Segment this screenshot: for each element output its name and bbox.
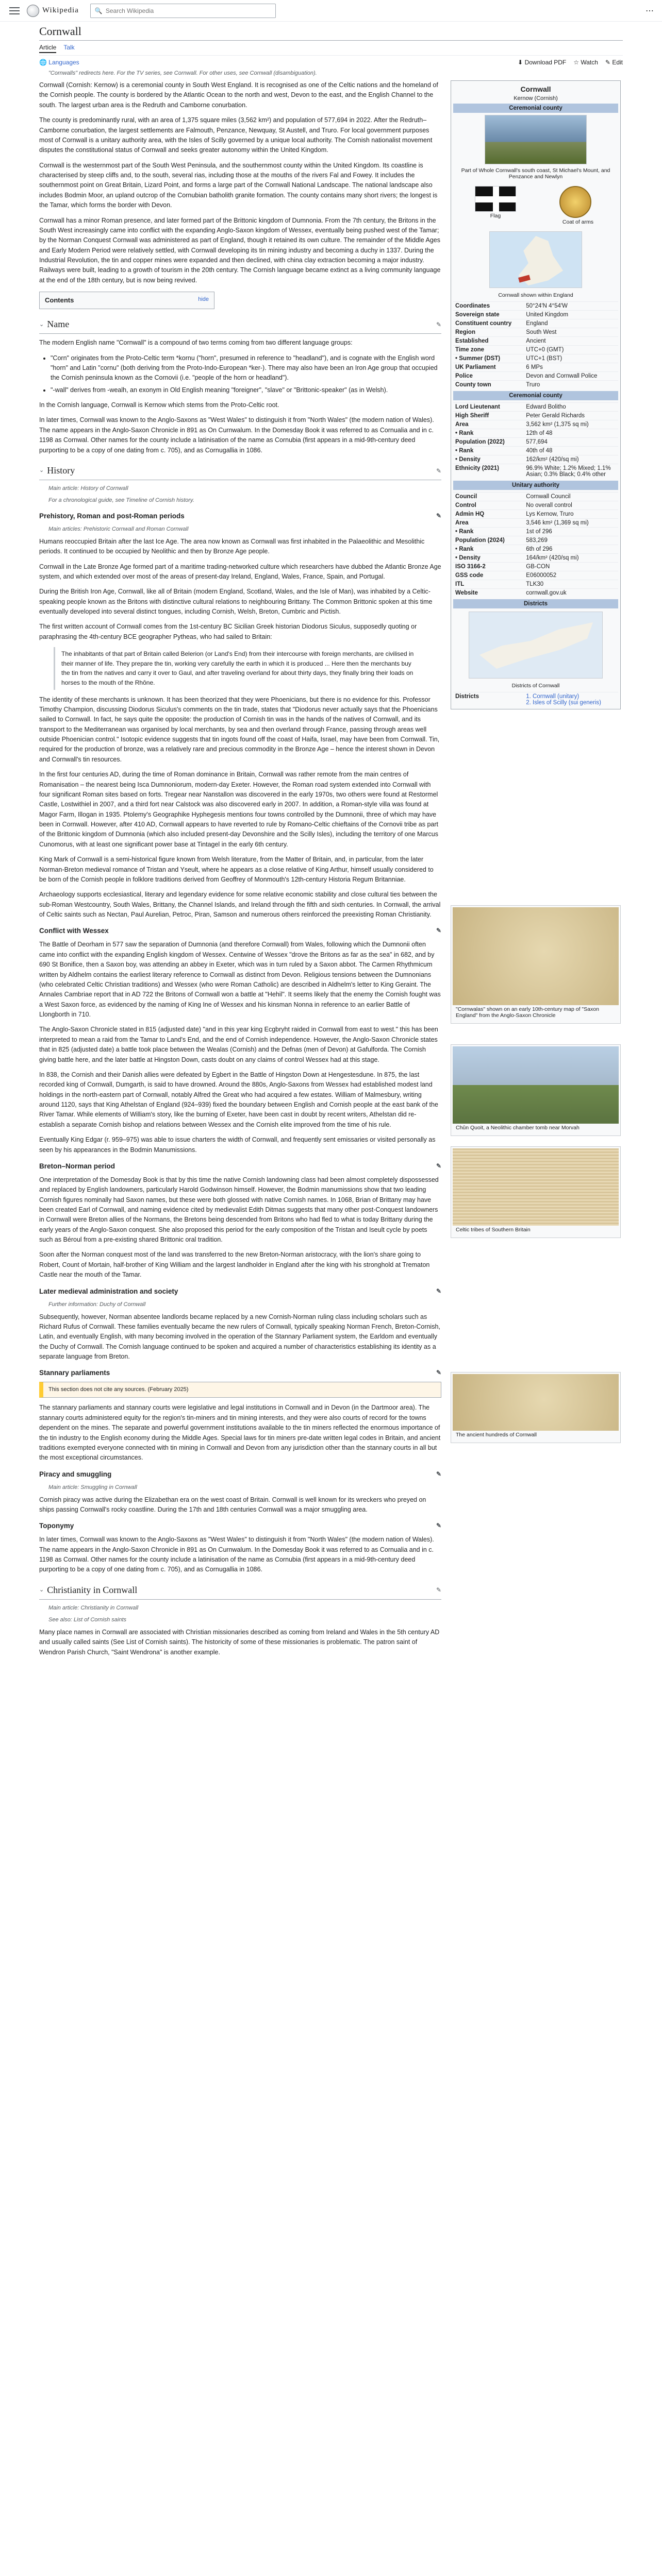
row-value: United Kingdom (526, 312, 569, 318)
row-key: • Rank (455, 529, 474, 535)
section-heading-history (39, 464, 441, 480)
old-map-image[interactable] (453, 907, 619, 1005)
main-article-note: Main articles: Prehistoric Cornwall and Roman Cornwall (48, 526, 189, 532)
infobox-title: Cornwall (520, 85, 551, 93)
row-value: 577,694 (526, 439, 548, 445)
row-value: UTC+1 (BST) (526, 355, 562, 362)
heading-text: Breton–Norman period (39, 1162, 115, 1170)
hatnote: "Cornwalls" redirects here. For the TV series, see Cornwall. For other uses, see Cornwall (disambiguation). (48, 70, 317, 76)
subsection-heading (39, 1521, 441, 1532)
row-key: Coordinates (455, 303, 490, 309)
heading-text: Stannary parliaments (39, 1369, 110, 1377)
row-key: Time zone (455, 347, 485, 353)
see-also-note: For a chronological guide, see Timeline of Cornish history. (48, 497, 194, 503)
name-origin-list (51, 353, 441, 396)
list-item: • "-wall" derives from -wealh, an exonym in Old English meaning "foreigner", "slave" or "Brittonic-speaker" (as in Welsh). (51, 385, 441, 395)
paragraph: Cornwall in the Late Bronze Age formed part of a maritime trading-networked culture which researchers have dubbed the Atlantic Bronze Age system, and which extended over most of the areas of present-day Ireland, England, Wales, France, Spain, and Portugal. (39, 563, 441, 580)
row-key: • Density (455, 456, 481, 463)
infobox-row (453, 371, 618, 380)
edit-section-icon[interactable]: ✎ (436, 1586, 441, 1594)
infobox-subtitle: Kernow (Cornish) (514, 95, 558, 101)
location-map[interactable] (489, 231, 582, 288)
paragraph: Eventually King Edgar (r. 959–975) was able to issue charters the width of Cornwall, and frequently sent emissaries or visited personally as seen by his appearances in the Bodmin Manumissions. (39, 1136, 436, 1154)
paragraph: Archaeology supports ecclesiastical, literary and legendary evidence for some relative economic stability and close cultural ties between the sub-Roman Westcountry, South Wales, Brittany, the Channel Islands, and Ireland through the fifth and sixth centuries. In Cornwall, the arrival of Celtic saints such as Nectan, Paul Aurelian, Petroc, Piran, Samson and numerous others reinforced the preexisting Roman Christianity. (39, 891, 441, 919)
map-caption: Cornwall shown within England (498, 292, 573, 298)
toc-hide-button[interactable]: hide (198, 296, 209, 303)
row-value: 3,562 km² (1,375 sq mi) (526, 421, 589, 428)
heading-text: Name (47, 319, 70, 330)
edit-button[interactable]: ✎ Edit (605, 59, 623, 66)
row-key: County town (455, 382, 491, 388)
row-value: Peter Gerald Richards (526, 413, 585, 419)
paragraph: The Battle of Deorham in 577 saw the separation of Dumnonia (and therefore Cornwall) from Wales, following which the Dumnonii often came into conflict with the expanding English kingdom of Wessex. Centwine of Wessex "drove the Britons as far as the sea" in 682, and by 690 St Bonifice, then a Saxon boy, was attending an abbey in Exeter, which was in turn ruled by a Saxon abbot. The Carmen Rhythmicum written by Aldhelm contains the earliest literary reference to Cornwall as distinct from Devon. Religious tensions between the Dumnonians (who celebrated Celtic Christian traditions) and Wessex (who were Roman Catholic) are described in Aldhelm's letter to King Geraint. The Annales Cambriae report that in AD 722 the Britons of Cornwall won a battle at "Hehil". It seems likely that the enemy the Cornish fought was a West Saxon force, as evidenced by the naming of King Ine of Wessex and his kinsman Nonna in reference to an earlier Battle of Llongborth in 710. (39, 941, 441, 1019)
figure-hundreds (451, 1372, 621, 1443)
row-value: South West (526, 329, 557, 335)
infobox-row (453, 518, 618, 527)
paragraph: The identity of these merchants is unknown. It has been theorized that they were Phoenicians, but there is no evidence for this. Professor Timothy Champion, discussing Diodorus Siculus's comments on the tin trade, states that "Diodorus never actually says that the Phoenicians sailed to Cornwall. In fact, he says quite the opposite: the production of Cornish tin was in the hands of the natives of Cornwall, and its transport to the Mediterranean was organised by local merchants, by sea and then overland through France, passing through areas well outside Phoenician control." Isotopic evidence suggests that tin ingots found off the coast of Haifa, Israel, may have been from Cornwall. Tin, required for the production of bronze, was a relatively rare and precious commodity in the Bronze Age – hence the interest shown in Devon and Cornwall's tin resources. (39, 696, 440, 763)
paragraph: Humans reoccupied Britain after the last Ice Age. The area now known as Cornwall was first inhabited in the Palaeolithic and Mesolithic periods. It continued to be occupied by Neolithic and then by Bronze Age people. (39, 537, 425, 555)
infobox-row (453, 455, 618, 464)
row-value: 12th of 48 (526, 430, 553, 436)
page-content (39, 25, 623, 1663)
cornwall-shape (479, 622, 593, 669)
section-heading-christianity (39, 1583, 441, 1600)
paragraph: Cornish piracy was active during the Elizabethan era on the west coast of Britain. Cornwall is well known for its wreckers who preyed on ships passing Cornwall's rocky coastline. During the 17th and 18th centuries Cornwall was a major smuggling area. (39, 1496, 426, 1513)
photo-caption: Part of Whole Cornwall's south coast, St Michael's Mount, and Penzance and Newlyn (461, 167, 610, 180)
languages-label: Languages (48, 59, 79, 66)
infobox-row (453, 553, 618, 562)
watch-label: Watch (581, 59, 598, 66)
list-item: • "Corn" originates from the Proto-Celtic term *kornu ("horn", presumed in reference to "headland"), and is cognate with the English word "horn" and Latin "cornu" (both deriving from the Proto-Indo-European *ker-). There may also have been an Iron Age group that occupied the Cornish peninsula known as the Cornovii (i.e. "people of the horn or headland"). (51, 353, 441, 383)
tool-row (39, 59, 623, 66)
row-key: ITL (455, 581, 465, 587)
infobox-row (453, 571, 618, 580)
row-value: 162/km² (420/sq mi) (526, 456, 579, 463)
paragraph: In 838, the Cornish and their Danish allies were defeated by Egbert in the Battle of Hingston Down at Hengestesdune. In 875, the last recorded king of Cornwall, Dumgarth, is said to have drowned. Around the 880s, Anglo-Saxons from Wessex had established modest land holdings in the north-eastern part of Cornwall, notably Alfred the Great who had acquired a few estates. William of Malmesbury, writing around 1120, says that King Athelstan of England (924–939) fixed the boundary between English and Cornish people at the east bank of the River Tamar. While elements of William's story, like the burning of Exeter, have been cast in doubt by recent writers, Athelstan did re-establish a separate Cornish bishop and relations between Wessex and the Cornish elite improved from the time of his rule. (39, 1071, 438, 1128)
section-heading-name (39, 317, 441, 334)
heading-text: Later medieval administration and society (39, 1287, 178, 1295)
infobox-section-header: Ceremonial county (453, 391, 618, 400)
row-key: • Rank (455, 448, 474, 454)
chevron-down-icon[interactable]: ⌄ (39, 321, 44, 328)
heading-text: Prehistory, Roman and post-Roman periods (39, 512, 185, 520)
row-value: Devon and Cornwall Police (526, 373, 598, 379)
main-article-note: Main article: Smuggling in Cornwall (48, 1484, 137, 1490)
table-of-contents[interactable] (39, 292, 214, 309)
infobox (451, 80, 621, 709)
main-article-note: Main article: Christianity in Cornwall (48, 1604, 139, 1611)
infobox-row (453, 501, 618, 510)
row-key: ISO 3166-2 (455, 564, 486, 570)
main-menu-button[interactable] (8, 6, 21, 16)
more-options-icon[interactable]: ⋯ (646, 6, 654, 15)
subsection-heading (39, 1161, 441, 1172)
tribes-map-image[interactable] (453, 1148, 619, 1226)
infobox-row (453, 336, 618, 345)
row-key: • Rank (455, 430, 474, 436)
row-key: Population (2024) (455, 537, 505, 544)
globe-icon (27, 5, 39, 17)
paragraph: Subsequently, however, Norman absentee landlords became replaced by a new Cornish-Norman ruling class including scholars such as Richard Rufus of Cornwall. These families eventually became the new rulers of Cornwall, typically speaking Norman French, Breton-Cornish, Latin, and eventually English, with many becoming involved in the operation of the Stannary Parliament system, the Earldom and eventually the Duchy of Cornwall. The Cornish language continued to be spoken and acquired a number of characteristics establishing its identity as a separate language from Breton. (39, 1313, 440, 1361)
paragraph: In the Cornish language, Cornwall is Kernow which stems from the Proto-Celtic root. (39, 401, 279, 409)
chevron-down-icon[interactable]: ⌄ (39, 1587, 44, 1594)
infobox-row (453, 310, 618, 319)
figure-caption: The ancient hundreds of Cornwall (456, 1432, 537, 1438)
flag-icon[interactable] (475, 186, 516, 212)
row-value: TLK30 (526, 581, 544, 587)
paragraph: In later times, Cornwall was known to the Anglo-Saxons as "West Wales" to distinguish it from "North Wales" (the modern nation of Wales). The name appears in the Anglo-Saxon Chronicle in 891 as On Curnwalum. In the Domesday Book it was referred to as Cornualia and in c. 1198 as Cornwal. Other names for the county include a latinisation of the name as Cornubia (first appears in a mid-9th-century deed purporting to be a copy of one dating from c. 705), and as Cornugallia in 1086. (39, 1536, 434, 1573)
subsection-heading (39, 1469, 441, 1480)
row-value: 6th of 296 (526, 546, 553, 552)
row-key: Area (455, 520, 469, 526)
row-key: Districts (455, 693, 479, 700)
infobox-row (453, 545, 618, 553)
infobox-row (453, 345, 618, 354)
figure-map-saxon (451, 905, 621, 1024)
edit-section-icon[interactable]: ✎ (436, 1287, 441, 1295)
district-link[interactable]: 2. Isles of Scilly (sui generis) (526, 700, 601, 706)
figure-caption: Celtic tribes of Southern Britain (456, 1227, 531, 1233)
infobox-row (453, 536, 618, 545)
row-value: 50°24′N 4°54′W (526, 303, 568, 309)
infobox-rows (453, 301, 618, 389)
sidebar (451, 80, 621, 1663)
infobox-row (453, 402, 618, 411)
lead-paragraph: Cornwall has a minor Roman presence, and later formed part of the Brittonic kingdom of Dumnonia. From the 7th century, the Britons in the South West increasingly came into conflict with the expanding Anglo-Saxon kingdom of Wessex, eventually being pushed west of the Tamar; by the Norman Conquest Cornwall was administered as part of England, though it retained its own culture. The remainder of the Middle Ages and Early Modern Period were relatively settled, with Cornwall developing its tin mining industry and becoming a duchy in 1337. During the Industrial Revolution, the tin and copper mines were expanded and then declined, with china clay extraction becoming a major industry. Railways were built, leading to a growth of tourism in the 20th century. The Cornish language became extinct as a living community language at the end of the 18th century, but is now being revived. (39, 216, 441, 284)
infobox-row (453, 580, 618, 588)
row-value: E06000052 (526, 572, 557, 579)
row-key: UK Parliament (455, 364, 496, 370)
row-value: Truro (526, 382, 540, 388)
row-value: 6 MPs (526, 364, 543, 370)
row-key: Region (455, 329, 475, 335)
row-key: Police (455, 373, 473, 379)
infobox-row (453, 562, 618, 571)
row-key: Lord Lieutenant (455, 404, 500, 410)
row-value: No overall control (526, 502, 572, 509)
row-value: 583,269 (526, 537, 548, 544)
arms-label: Coat of arms (562, 219, 594, 225)
paragraph: In later times, Cornwall was known to the Anglo-Saxons as "West Wales" to distinguish it from "North Wales" (the modern nation of Wales). The name appears in the Anglo-Saxon Chronicle in 891 as On Curnwalum. In the Domesday Book it was referred to as Cornualia and in c. 1198 as Cornwal. Other names for the county include a latinisation of the name as Cornubia (first appears in a mid-9th-century deed purporting to be a copy of one dating from c. 705), and as Cornugallia in 1086. (39, 416, 434, 454)
infobox-row (453, 319, 618, 328)
download-label: Download PDF (524, 59, 567, 66)
figure-caption: "Cornwalas" shown on an early 10th-century map of "Saxon England" from the Anglo-Saxon Chronicle (456, 1006, 599, 1019)
row-value: England (526, 320, 548, 327)
infobox-row (453, 420, 618, 429)
row-key: Established (455, 338, 489, 344)
logo-text: Wikipedia (42, 6, 79, 14)
row-value: GB-CON (526, 564, 550, 570)
pytheas-quote: The inhabitants of that part of Britain called Belerion (or Land's End) from their intercourse with foreign merchants, are civilised in their manner of life. They prepare the tin, working very carefully the earth in which it is produced ... Here then the merchants buy the tin from the natives and carry it over to Gaul, and after traveling overland for about thirty days, they finally bring their loads on horses to the mouth of the Rhône. (54, 647, 427, 689)
infobox-row (453, 464, 618, 479)
row-key: High Sheriff (455, 413, 489, 419)
infobox-section-header: Districts (453, 599, 618, 608)
subsection-heading (39, 1286, 441, 1297)
heading-text: Christianity in Cornwall (47, 1584, 138, 1595)
paragraph: During the British Iron Age, Cornwall, like all of Britain (modern England, Scotland, Wales, and the Isle of Man), was inhabited by a Celtic-speaking people known as the Britons with distinctive cultural relations to neighbouring Brittany. The Common Brittonic spoken at this time eventually developed into several distinct tongues, including Cornish, Welsh, Breton, Cumbric and Pictish. (39, 588, 433, 616)
search-icon: 🔍 (94, 7, 103, 14)
districts-map[interactable] (469, 612, 603, 679)
row-key: • Summer (DST) (455, 355, 501, 362)
paragraph: One interpretation of the Domesday Book is that by this time the native Cornish landowning class had been almost completely dispossessed and replaced by English landowners, particularly Harold Godwinson himself. However, the Bodmin manumissions show that two leading Cornish figures nominally had Saxon names, but these were both glossed with native Cornish names. In 1068, Brian of Brittany may have been created Earl of Cornwall, and naming evidence cited by medievalist Edith Ditmas suggests that many other post-Conquest landowners in Cornwall were Breton allies of the Normans, the Bretons being descended from Britons who had fled to what is today Brittany during the early years of the Anglo-Saxon conquest. She also proposed this period for the early composition of the Tristan and Iseult cycle by poets such as Béroul from a pre-existing shared Brittonic oral tradition. (39, 1176, 439, 1244)
subsection-heading (39, 926, 441, 937)
edit-section-icon[interactable]: ✎ (436, 1522, 441, 1530)
quoit-image[interactable] (453, 1046, 619, 1124)
edit-section-icon[interactable]: ✎ (436, 1470, 441, 1478)
infobox-row (453, 510, 618, 518)
figure-chun-quoit (451, 1044, 621, 1136)
infobox-row (453, 437, 618, 446)
paragraph: King Mark of Cornwall is a semi-historical figure known from Welsh literature, from the Matter of Britain, and, in particular, from the later Norman-Breton medieval romance of Tristan and Yseult, where he appears as a close relative of King Arthur, himself usually considered to be born of the Cornish people in folklore traditions derived from Geoffrey of Monmouth's 12th-century Historia Regum Britanniae. (39, 856, 434, 883)
infobox-section-header: Unitary authority (453, 481, 618, 490)
row-key: Admin HQ (455, 511, 485, 517)
infobox-section-header: Ceremonial county (453, 104, 618, 113)
districts-caption: Districts of Cornwall (511, 683, 560, 689)
infobox-row (453, 380, 618, 389)
row-key: • Density (455, 555, 481, 561)
flag-and-arms (453, 186, 618, 228)
districts-row (453, 692, 618, 707)
infobox-row (453, 363, 618, 371)
infobox-rows (453, 402, 618, 479)
subsection-heading (39, 1368, 441, 1379)
further-info-note: Further information: Duchy of Cornwall (48, 1301, 146, 1308)
edit-label: Edit (612, 59, 623, 66)
paragraph: The Anglo-Saxon Chronicle stated in 815 (adjusted date) "and in this year king Ecgbryht raided in Cornwall from east to west." this has been interpreted to mean a raid from the Tamar to Land's End, and the end of Cornish independence. However, the Anglo-Saxon Chronicle states that in 825 (adjusted date) a battle took place between the Wealas (Cornish) and the Defnas (men of Devon) at Gafulforda. The Cornish giving battle here, and the later battle at Hingston Down, casts doubt on any claims of control Wessex had at this stage. (39, 1026, 438, 1063)
paragraph: The stannary parliaments and stannary courts were legislative and legal institutions in Cornwall and in Devon (in the Dartmoor area). The stannary courts administered equity for the region's tin-miners and tin mining interests, and they were also courts of record for the towns dependent on the mines. The separate and powerful government institutions available to the tin miners reflected the enormous importance of the tin industry to the English economy during the Middle Ages. Special laws for tin miners pre-date written legal codes in Britain, and ancient traditions exempted everyone connected with tin mining in Cornwall and Devon from any jurisdiction other than the stannary courts in all but the most exceptional circumstances. (39, 1404, 441, 1462)
hundreds-map-image[interactable] (453, 1374, 619, 1431)
coast-photo[interactable] (485, 115, 587, 164)
row-key: Constituent country (455, 320, 512, 327)
row-value: 96.9% White; 1.2% Mixed; 1.1% Asian; 0.3% Black; 0.4% other (526, 465, 611, 478)
row-value: UTC+0 (GMT) (526, 347, 564, 353)
languages-button[interactable]: 🌐 Languages (39, 59, 79, 66)
watch-button[interactable]: ☆ Watch (573, 59, 598, 66)
flag-label: Flag (490, 213, 501, 219)
coat-of-arms-icon[interactable] (559, 186, 591, 218)
tab-article[interactable]: Article (39, 44, 56, 53)
paragraph: In the first four centuries AD, during the time of Roman dominance in Britain, Cornwall was rather remote from the main centres of Romanisation – the nearest being Isca Dumnoniorum, modern-day Exeter. However, the Roman road system extended into Cornwall with four significant Roman sites based on forts. Tregear near Nanstallon was discovered in the early 1970s, two others were found at Restormel Castle, Lostwithiel in 2007, and a third fort near Calstock was also discovered early in 2007. In addition, a Roman-style villa was found at Magor Farm, Illogan in 1935. Ptolemy's Geographike Hyphegesis mentions four towns controlled by the Dumnonii, three of which may have been in Cornwall. However, after 410 AD, Cornwall appears to have reverted to rule by Romano-Celtic chieftains of the Cornovii tribe as part of the Brittonic kingdom of Dumnonia (which also included present-day Devonshire and the Scilly Isles), including the territory of one Marcus Cunomorus, with at least one significant power base at Tintagel in the early 6th century. (39, 771, 438, 848)
article-body (39, 80, 441, 1663)
row-key: Ethnicity (2021) (455, 465, 499, 471)
edit-section-icon[interactable]: ✎ (436, 512, 441, 519)
row-key: Area (455, 421, 469, 428)
infobox-rows (453, 492, 618, 597)
row-value: Ancient (526, 338, 546, 344)
paragraph: The modern English name "Cornwall" is a compound of two terms coming from two different language groups: (39, 339, 353, 347)
row-value: Cornwall Council (526, 494, 571, 500)
citation-warning: This section does not cite any sources. (February 2025) (39, 1382, 441, 1398)
heading-text: Toponymy (39, 1522, 74, 1530)
row-key: GSS code (455, 572, 484, 579)
main-article-note: Main article: History of Cornwall (48, 485, 128, 492)
wikipedia-logo[interactable] (27, 5, 79, 17)
row-value: 40th of 48 (526, 448, 553, 454)
infobox-row (453, 328, 618, 336)
row-key: Council (455, 494, 477, 500)
figure-tribes (451, 1146, 621, 1238)
search-input[interactable] (106, 7, 271, 14)
lead-paragraph: Cornwall (Cornish: Kernow) is a ceremonial county in South West England. It is recognised as one of the Celtic nations and the homeland of the Cornish people. The county is bordered by the Atlantic Ocean to the north and west, Devon to the east, and the English Channel to the south. The largest urban area is the Redruth and Camborne conurbation. (39, 81, 438, 109)
infobox-row (453, 429, 618, 437)
infobox-row (453, 301, 618, 310)
lead-paragraph: The county is predominantly rural, with an area of 1,375 square miles (3,562 km²) and population of 577,694 in 2022. After the Redruth–Camborne conurbation, the largest settlements are Falmouth, Penzance, Newquay, St Austell, and Truro. For local government purposes most of Cornwall is a unitary authority area, with the Isles of Scilly governed by a unique local authority. The Cornish nationalist movement disputes the constitutional status of Cornwall and seeks greater autonomy within the United Kingdom. (39, 116, 433, 154)
row-key: Sovereign state (455, 312, 500, 318)
edit-section-icon[interactable]: ✎ (436, 320, 441, 328)
page-title: Cornwall (39, 25, 623, 41)
heading-text: Conflict with Wessex (39, 927, 109, 935)
row-value: Lys Kernow, Truro (526, 511, 574, 517)
row-key: Website (455, 590, 478, 596)
row-value: 164/km² (420/sq mi) (526, 555, 579, 561)
lead-paragraph: Cornwall is the westernmost part of the South West Peninsula, and the southernmost county within the United Kingdom. Its coastline is characterised by steep cliffs and, to the south, several rias, including those at the mouths of the rivers Fal and Fowey. It includes the southernmost point on Great Britain, Lizard Point, and forms a large part of the Cornwall National Landscape. The national landscape also includes Bodmin Moor, an upland outcrop of the Cornubian batholith granite formation. The county contains many short rivers; the longest is the Tamar, which forms the border with Devon. (39, 161, 438, 209)
edit-section-icon[interactable]: ✎ (436, 1369, 441, 1377)
edit-section-icon[interactable]: ✎ (436, 1162, 441, 1170)
infobox-row (453, 446, 618, 455)
edit-section-icon[interactable]: ✎ (436, 467, 441, 474)
row-key: Population (2022) (455, 439, 505, 445)
search-box[interactable] (90, 4, 276, 18)
figure-caption: Chûn Quoit, a Neolithic chamber tomb near Morvah (456, 1125, 580, 1131)
infobox-row (453, 492, 618, 501)
edit-section-icon[interactable]: ✎ (436, 927, 441, 935)
district-link[interactable]: 1. Cornwall (unitary) (526, 693, 580, 700)
download-pdf-button[interactable]: ⬇ Download PDF (518, 59, 567, 66)
top-bar (0, 0, 662, 22)
tab-talk[interactable]: Talk (63, 44, 75, 51)
paragraph: Many place names in Cornwall are associated with Christian missionaries described as coming from Ireland and Wales in the 5th century AD and usually called saints (See List of Cornish saints). The historicity of some of these missionaries is problematic. The patron saint of Wendron Parish Church, "Saint Wendrona" is another example. (39, 1628, 440, 1656)
infobox-row (453, 527, 618, 536)
paragraph: Soon after the Norman conquest most of the land was transferred to the new Breton-Norman aristocracy, with the lion's share going to Robert, Count of Mortain, half-brother of King William and the largest landholder in England after the king with his stronghold at Trematon Castle near the mouth of the Tamar. (39, 1251, 430, 1279)
row-value: 3,546 km² (1,369 sq mi) (526, 520, 589, 526)
row-value: 1st of 296 (526, 529, 552, 535)
row-value: cornwall.gov.uk (526, 590, 567, 596)
see-also-note: See also: List of Cornish saints (48, 1616, 127, 1623)
row-value: Edward Bolitho (526, 404, 566, 410)
infobox-row (453, 354, 618, 363)
row-key: • Rank (455, 546, 474, 552)
heading-text: Piracy and smuggling (39, 1470, 112, 1478)
page-tabs (39, 44, 623, 56)
subsection-heading (39, 511, 441, 522)
toc-label: Contents (45, 296, 74, 304)
row-key: Control (455, 502, 476, 509)
infobox-row (453, 411, 618, 420)
heading-text: History (47, 465, 75, 476)
infobox-row (453, 588, 618, 597)
paragraph: The first written account of Cornwall comes from the 1st-century BC Sicilian Greek historian Diodorus Siculus, supposedly quoting or paraphrasing the 4th-century BCE geographer Pytheas, who had sailed to Britain: (39, 623, 417, 640)
chevron-down-icon[interactable]: ⌄ (39, 467, 44, 474)
